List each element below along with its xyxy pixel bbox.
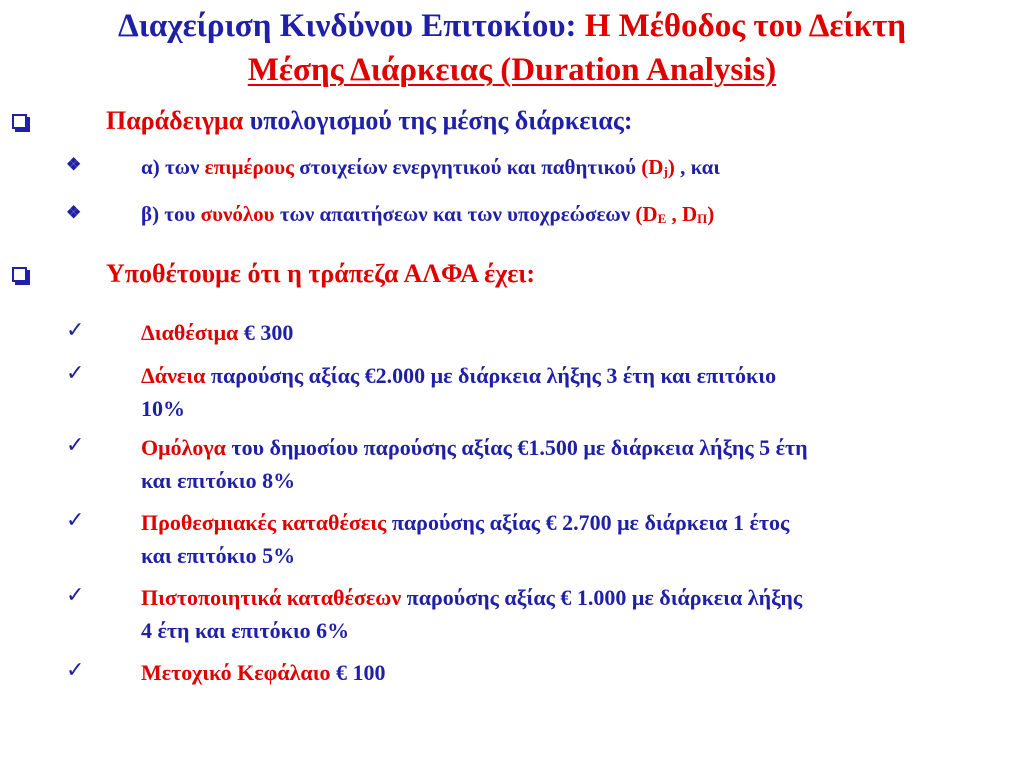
list-item: Προθεσμιακές καταθέσεις παρούσης αξίας € 2.700 με διάρκεια 1 έτος και επιτόκιο 5% — [141, 510, 790, 568]
checkmark-icon: ✓ — [66, 318, 85, 343]
square-bullet-icon — [12, 267, 27, 282]
slide-title — [0, 4, 1024, 92]
section1-heading: Παράδειγμα υπολογισμού της μέσης διάρκειας: — [106, 106, 633, 135]
list-item: Ομόλογα του δημοσίου παρούσης αξίας €1.500 με διάρκεια λήξης 5 έτη και επιτόκιο 8% — [141, 435, 808, 493]
checkmark-icon: ✓ — [66, 508, 85, 533]
checkmark-icon: ✓ — [66, 658, 85, 683]
diamond-bullet-icon: ❖ — [66, 203, 82, 222]
section2-heading: Υποθέτουμε ότι η τράπεζα ΑΛΦΑ έχει: — [106, 259, 536, 288]
diamond-bullet-icon: ❖ — [66, 155, 82, 174]
list-item: Δάνεια παρούσης αξίας €2.000 με διάρκεια λήξης 3 έτη και επιτόκιο 10% — [141, 363, 777, 421]
checkmark-icon: ✓ — [66, 361, 85, 386]
list-item: α) των επιμέρους στοιχείων ενεργητικού και παθητικού $(D_j)$ , και — [141, 155, 720, 179]
checkmark-icon: ✓ — [66, 433, 85, 458]
list-item: β) του συνόλου των απαιτήσεων και των υποχρεώσεων ($D_E$ , $D_\Pi$) — [141, 202, 715, 226]
title-line-2: Μέσης Διάρκειας (Duration Analysis) — [247, 52, 777, 88]
checkmark-icon: ✓ — [66, 583, 85, 608]
list-item: Διαθέσιμα € 300 — [141, 320, 294, 345]
list-item: Μετοχικό Κεφάλαιο € 100 — [141, 660, 386, 685]
square-bullet-icon — [12, 114, 27, 129]
list-item: Πιστοποιητικά καταθέσεων παρούσης αξίας € 1.000 με διάρκεια λήξης 4 έτη και επιτόκιο 6% — [141, 585, 803, 643]
title-line-1: Διαχείριση Κινδύνου Επιτοκίου: Η Μέθοδος του Δείκτη — [118, 8, 906, 44]
